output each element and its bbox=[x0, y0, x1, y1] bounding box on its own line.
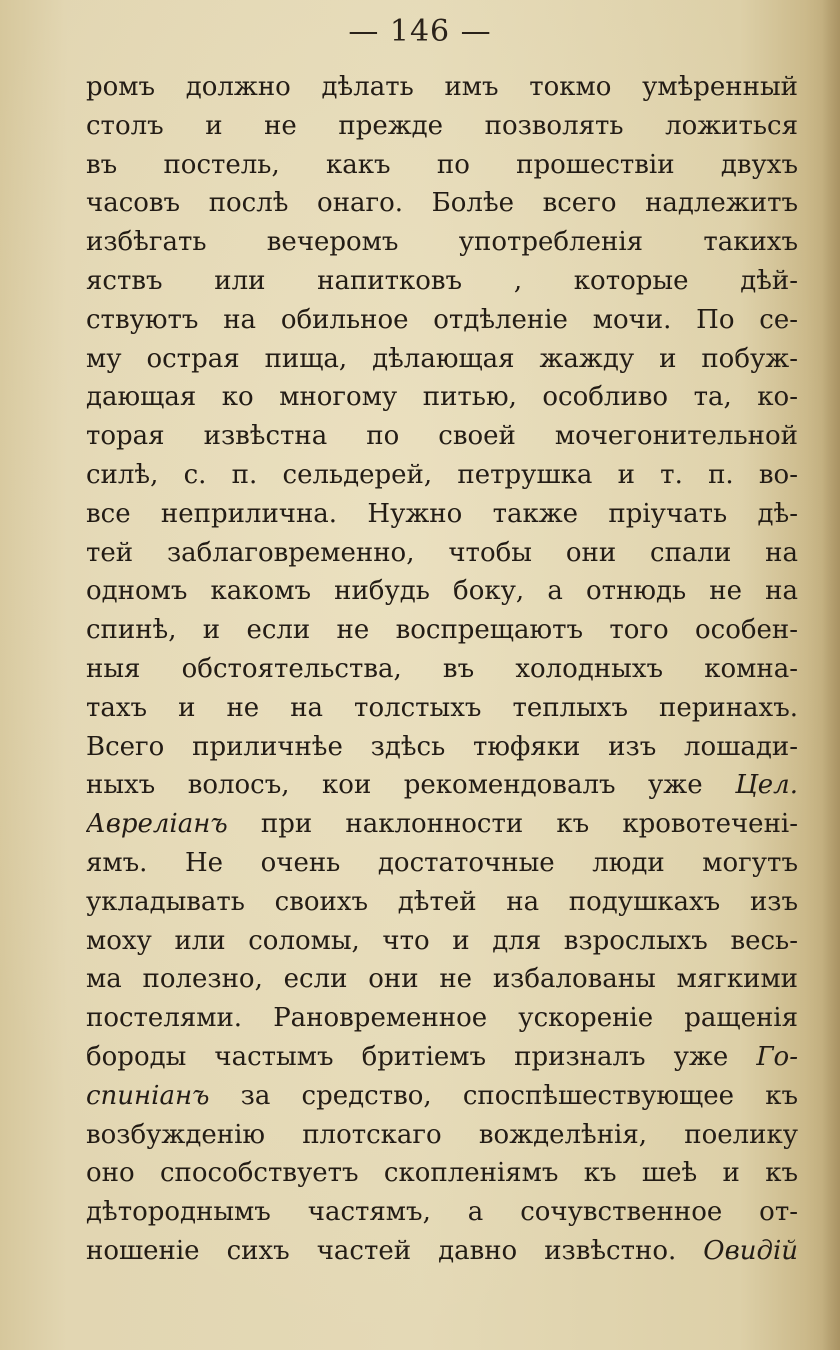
text-line bbox=[86, 1077, 798, 1116]
text-run: укладывать своихъ дѣтей на подушкахъ изъ bbox=[86, 886, 798, 917]
text-run: все неприлична. Нужно также пріучать дѣ- bbox=[86, 498, 798, 529]
text-line bbox=[86, 107, 798, 146]
text-run: тей заблаговременно, чтобы они спали на bbox=[86, 537, 798, 568]
text-line bbox=[86, 417, 798, 456]
text-run: ствуютъ на обильное отдѣленіе мочи. По се- bbox=[86, 304, 798, 335]
text-run: моху или соломы, что и для взрослыхъ весь- bbox=[86, 925, 798, 956]
text-line bbox=[86, 1232, 798, 1271]
italic-name: Овидій bbox=[703, 1235, 798, 1266]
text-run: возбужденію плотскаго вожделѣнія, поелику bbox=[86, 1119, 798, 1150]
text-run: за средство, споспѣшествующее къ bbox=[209, 1080, 798, 1111]
text-line bbox=[86, 728, 798, 767]
text-run: тахъ и не на толстыхъ теплыхъ перинахъ. bbox=[86, 692, 798, 723]
text-line bbox=[86, 844, 798, 883]
text-line bbox=[86, 340, 798, 379]
text-run: часовъ послѣ онаго. Болѣе всего надлежитъ bbox=[86, 188, 798, 219]
text-run: оно способствуетъ скопленіямъ къ шеѣ и къ bbox=[86, 1158, 798, 1189]
text-run: ромъ должно дѣлать имъ токмо умѣренный bbox=[86, 72, 798, 102]
text-line bbox=[86, 883, 798, 922]
text-line bbox=[86, 301, 798, 340]
page-edge-shadow bbox=[822, 0, 840, 1350]
page-text bbox=[86, 68, 798, 1271]
text-run: дающая ко многому питью, особливо та, ко- bbox=[86, 382, 798, 413]
text-line bbox=[86, 689, 798, 728]
text-line bbox=[86, 922, 798, 961]
text-line bbox=[86, 766, 798, 805]
italic-name: Авреліанъ bbox=[86, 809, 228, 840]
text-line bbox=[86, 650, 798, 689]
text-line bbox=[86, 999, 798, 1038]
text-line bbox=[86, 223, 798, 262]
text-line bbox=[86, 1038, 798, 1077]
text-line bbox=[86, 805, 798, 844]
text-run: ношеніе сихъ частей давно извѣстно. bbox=[86, 1235, 704, 1266]
text-line bbox=[86, 146, 798, 185]
text-line bbox=[86, 1116, 798, 1155]
text-line bbox=[86, 572, 798, 611]
text-run: ямъ. Не очень достаточные люди могутъ bbox=[86, 847, 798, 878]
text-line bbox=[86, 184, 798, 223]
text-line bbox=[86, 1193, 798, 1232]
text-run: му острая пища, дѣлающая жажду и побуж- bbox=[86, 343, 798, 374]
text-run: Всего приличнѣе здѣсь тюфяки изъ лошади- bbox=[86, 731, 798, 762]
text-line bbox=[86, 611, 798, 650]
italic-name: Го- bbox=[756, 1041, 798, 1072]
text-run: ныхъ волосъ, кои рекомендовалъ уже bbox=[86, 770, 736, 801]
text-line bbox=[86, 960, 798, 999]
text-run: избѣгать вечеромъ употребленія такихъ bbox=[86, 227, 798, 258]
text-run: одномъ какомъ нибудь боку, а отнюдь не на bbox=[86, 576, 798, 607]
text-run: постелями. Рановременное ускореніе ращенія bbox=[86, 1003, 798, 1034]
text-run: силѣ, с. п. сельдерей, петрушка и т. п. во- bbox=[86, 459, 798, 490]
text-line bbox=[86, 262, 798, 301]
text-run: спинѣ, и если не воспрещаютъ того особен- bbox=[86, 615, 798, 646]
text-line bbox=[86, 456, 798, 495]
text-line bbox=[86, 495, 798, 534]
page-number: — 146 — bbox=[348, 14, 492, 49]
text-run: яствъ или напитковъ , которые дѣй- bbox=[86, 265, 798, 296]
text-run: въ постель, какъ по прошествіи двухъ bbox=[86, 149, 798, 180]
text-run: ныя обстоятельства, въ холодныхъ комна- bbox=[86, 653, 798, 684]
text-run: дѣтороднымъ частямъ, а сочувственное от- bbox=[86, 1197, 798, 1228]
text-line bbox=[86, 68, 798, 107]
text-run: при наклонности къ кровотеченi- bbox=[227, 809, 798, 840]
text-run: бороды частымъ бритіемъ призналъ уже bbox=[86, 1041, 757, 1072]
text-line bbox=[86, 1154, 798, 1193]
text-line bbox=[86, 534, 798, 573]
text-line bbox=[86, 378, 798, 417]
italic-name: спиніанъ bbox=[86, 1080, 210, 1111]
text-run: столъ и не прежде позволять ложиться bbox=[86, 110, 798, 141]
text-run: торая извѣстна по своей мочегонительной bbox=[86, 421, 798, 452]
italic-name: Цел. bbox=[735, 770, 798, 801]
text-run: ма полезно, если они не избалованы мягкими bbox=[86, 964, 798, 995]
